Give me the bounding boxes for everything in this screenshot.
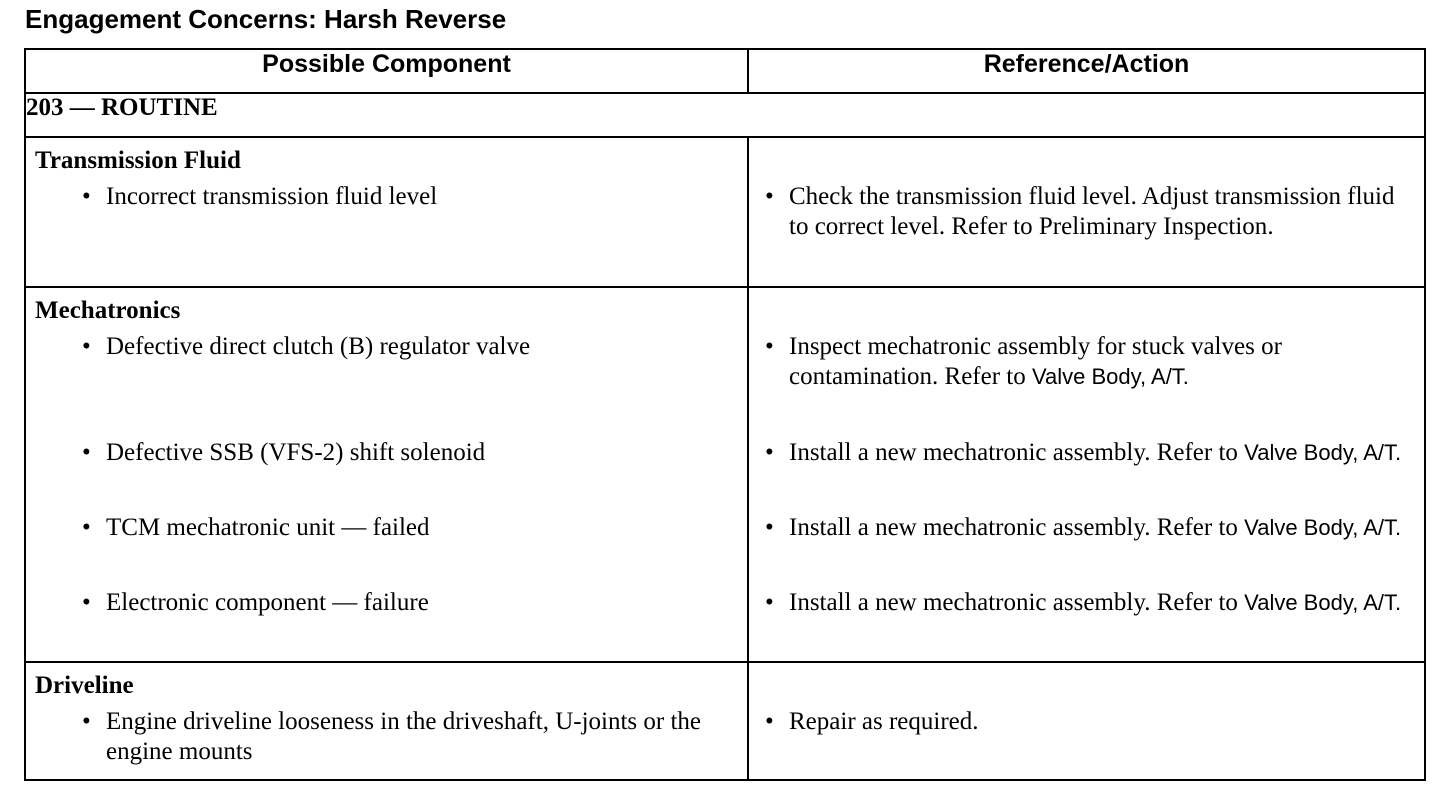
action-text: Repair as required.	[789, 708, 979, 735]
bullet-icon: •	[765, 333, 774, 360]
reference-text: Valve Body, A/T.	[1031, 364, 1189, 389]
component-text: Defective SSB (VFS-2) shift solenoid	[106, 439, 486, 466]
diagnostic-table	[24, 48, 1426, 781]
action-end: .	[1267, 213, 1274, 240]
bullet-icon: •	[82, 589, 91, 616]
bullet-icon: •	[82, 514, 91, 541]
bullet-icon: •	[765, 589, 774, 616]
action-text: Install a new mechatronic assembly. Refer to	[789, 589, 1238, 616]
action-text: Check the transmission fluid level. Adjust transmission fluid to correct level. Refer to	[789, 183, 1395, 240]
action-cell	[748, 137, 1425, 287]
component-text: Engine driveline looseness in the driveshaft, U-joints or the engine mounts	[106, 708, 702, 765]
column-header-component: Possible Component	[25, 49, 748, 93]
column-header-action: Reference/Action	[748, 49, 1425, 93]
component-item	[26, 707, 747, 767]
group-row-mechatronics	[25, 287, 1425, 662]
component-text: Defective direct clutch (B) regulator valve	[106, 333, 531, 360]
action-text: Inspect mechatronic assembly for stuck valves or contamination. Refer to	[789, 333, 1282, 390]
table-header-row	[25, 49, 1425, 93]
bullet-icon: •	[765, 708, 774, 735]
bullet-icon: •	[82, 333, 91, 360]
component-text: Incorrect transmission fluid level	[106, 183, 438, 210]
component-item	[26, 182, 747, 282]
group-row-transmission-fluid	[25, 137, 1425, 287]
group-title: Driveline	[35, 672, 134, 699]
action-cell	[748, 662, 1425, 780]
component-text: TCM mechatronic unit — failed	[106, 514, 430, 541]
action-text: Install a new mechatronic assembly. Refer to	[789, 439, 1238, 466]
action-item	[749, 438, 1424, 513]
component-text: Electronic component — failure	[106, 589, 429, 616]
reference-text: Valve Body, A/T.	[1244, 590, 1402, 615]
reference-text: Preliminary Inspection	[1038, 213, 1268, 240]
bullet-icon: •	[82, 439, 91, 466]
action-item	[749, 182, 1424, 282]
component-cell	[25, 137, 748, 287]
section-title: 203 — ROUTINE	[25, 93, 1425, 137]
group-title: Transmission Fluid	[35, 147, 241, 174]
bullet-icon: •	[765, 514, 774, 541]
bullet-icon: •	[765, 439, 774, 466]
reference-text: Valve Body, A/T.	[1244, 515, 1402, 540]
reference-text: Valve Body, A/T.	[1244, 440, 1402, 465]
action-item	[749, 332, 1424, 438]
component-item	[26, 588, 747, 658]
group-title: Mechatronics	[35, 297, 181, 324]
bullet-icon: •	[765, 183, 774, 210]
section-row	[25, 93, 1425, 137]
bullet-icon: •	[82, 183, 91, 210]
component-item	[26, 513, 747, 588]
action-item	[749, 707, 1424, 737]
page-title: Engagement Concerns: Harsh Reverse	[25, 4, 507, 34]
action-text: Install a new mechatronic assembly. Refer to	[789, 514, 1238, 541]
group-row-driveline	[25, 662, 1425, 780]
component-item	[26, 438, 747, 513]
action-cell	[748, 287, 1425, 662]
component-cell	[25, 287, 748, 662]
action-item	[749, 588, 1424, 658]
component-item	[26, 332, 747, 438]
bullet-icon: •	[82, 708, 91, 735]
component-cell	[25, 662, 748, 780]
action-item	[749, 513, 1424, 588]
